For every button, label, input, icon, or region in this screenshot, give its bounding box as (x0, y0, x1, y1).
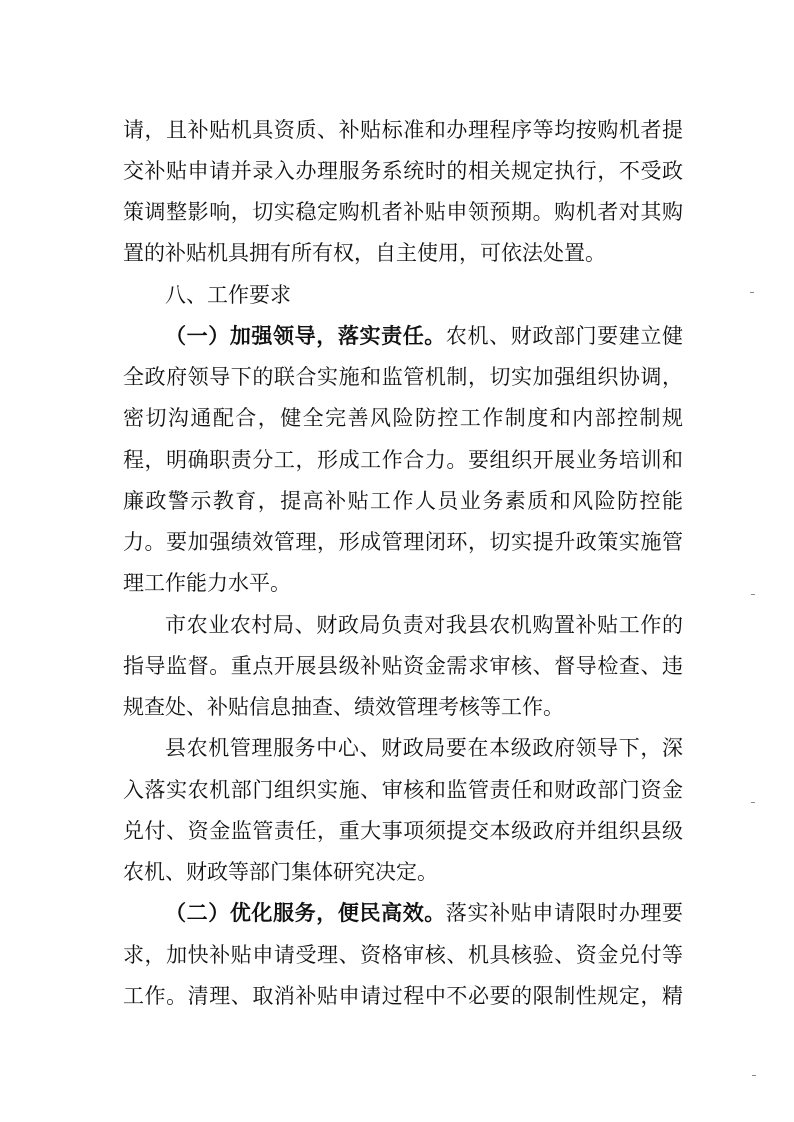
subsection-text: 农机、财政部门要建立健 (445, 324, 684, 348)
scan-mark (751, 802, 755, 803)
section-heading: 八、工作要求 (165, 283, 291, 307)
subsection-text: 落实补贴申请限时办理要 (445, 901, 684, 925)
paragraph-line: 理工作能力水平。 (123, 571, 291, 595)
paragraph-line: 农机、财政等部门集体研究决定。 (123, 860, 438, 884)
subsection-heading: （二）优化服务，便民高效。 (165, 900, 446, 925)
paragraph-line: 置的补贴机具拥有所有权，自主使用，可依法处置。 (123, 241, 606, 265)
paragraph-line: 策调整影响，切实稳定购机者补贴申领预期。购机者对其购 (123, 200, 683, 224)
paragraph-line: 程，明确职责分工，形成工作合力。要组织开展业务培训和 (123, 448, 683, 472)
paragraph-line: 交补贴申请并录入办理服务系统时的相关规定执行，不受政 (123, 159, 683, 183)
paragraph-line: 市农业农村局、财政局负责对我县农机购置补贴工作的 (165, 613, 683, 637)
paragraph-line: 指导监督。重点开展县级补贴资金需求审核、督导检查、违 (123, 654, 683, 678)
paragraph-line: 工作。清理、取消补贴申请过程中不必要的限制性规定，精 (123, 984, 683, 1008)
subsection-first-line (165, 897, 683, 929)
paragraph-line: 廉政警示教育，提高补贴工作人员业务素质和风险防控能 (123, 489, 683, 513)
paragraph-line: 请，且补贴机具资质、补贴标准和办理程序等均按购机者提 (123, 118, 683, 142)
paragraph-line: 县农机管理服务中心、财政局要在本级政府领导下，深 (165, 736, 683, 760)
paragraph-line: 全政府领导下的联合实施和监管机制，切实加强组织协调， (123, 365, 683, 389)
paragraph-line: 求，加快补贴申请受理、资格审核、机具核验、资金兑付等 (123, 943, 683, 967)
scan-mark (750, 292, 754, 293)
paragraph-line: 力。要加强绩效管理，形成管理闭环，切实提升政策实施管 (123, 530, 683, 554)
scan-mark (752, 1075, 756, 1076)
scan-mark (751, 594, 755, 595)
paragraph-line: 入落实农机部门组织实施、审核和监管责任和财政部门资金 (123, 778, 683, 802)
subsection-first-line (165, 320, 683, 352)
paragraph-line: 兑付、资金监管责任，重大事项须提交本级政府并组织县级 (123, 819, 683, 843)
paragraph-line: 密切沟通配合，健全完善风险防控工作制度和内部控制规 (123, 406, 683, 430)
subsection-heading: （一）加强领导，落实责任。 (165, 323, 446, 348)
paragraph-line: 规查处、补贴信息抽查、绩效管理考核等工作。 (123, 695, 564, 719)
